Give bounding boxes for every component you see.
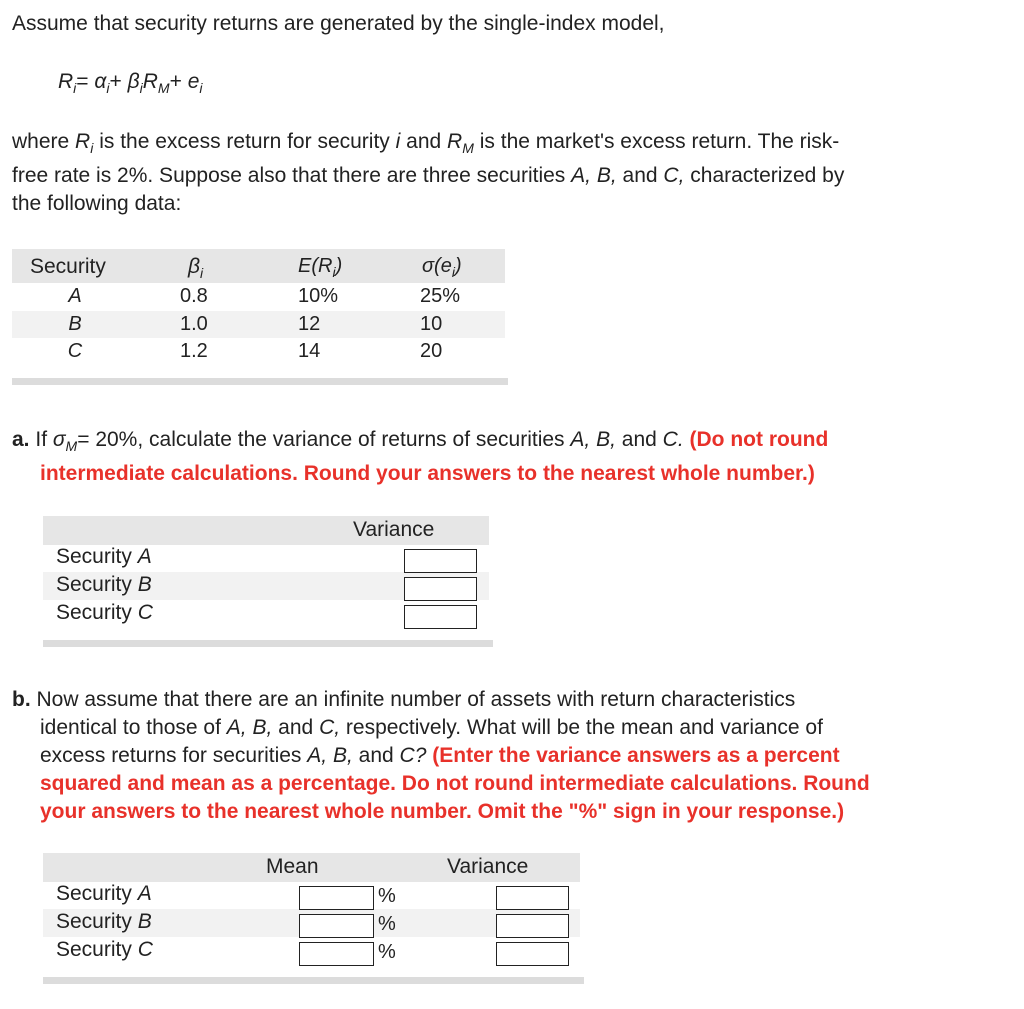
part-b-line-1 [12, 688, 795, 712]
text: a. [12, 428, 30, 451]
text: A, B, [307, 744, 353, 767]
part-b-line-3 [40, 744, 840, 768]
text: (Do not round [689, 428, 829, 451]
text: C, [319, 716, 341, 739]
mv-row-c-label [56, 938, 153, 962]
intro-line-4: the following data: [12, 192, 182, 215]
text: E(R [298, 255, 333, 277]
variance-row-a-label [56, 545, 152, 569]
text: and [621, 428, 657, 451]
text: Security [56, 545, 132, 568]
mean-input-b[interactable] [299, 914, 374, 938]
row-a-sigma: 25% [420, 285, 461, 307]
text: σ(e [422, 255, 452, 277]
eq-equals: = [76, 70, 89, 93]
text: A, B, [570, 428, 616, 451]
text: σ [52, 428, 66, 451]
table-bottom-bar [12, 378, 508, 385]
header-security: Security [30, 255, 106, 278]
variance-input-b[interactable] [404, 577, 477, 601]
text: and [358, 744, 394, 767]
text: Security [56, 573, 132, 596]
header-mean: Mean [266, 855, 319, 878]
eq-alpha: α [94, 70, 107, 93]
header-expected-return [298, 255, 342, 280]
eq-sub: i [73, 80, 77, 96]
text: B [137, 573, 152, 596]
text: A [137, 545, 152, 568]
text: and [622, 164, 658, 187]
text: Now assume that there are an infinite number of assets with return characteristics [36, 688, 796, 711]
text: i [451, 264, 455, 280]
text: characterized by [690, 164, 845, 187]
row-c-beta: 1.2 [180, 340, 208, 362]
mean-input-a[interactable] [299, 886, 374, 910]
text: = 20%, calculate the variance of returns of securities [77, 428, 565, 451]
intro-line-3 [12, 164, 844, 188]
variance-b-input-c[interactable] [496, 942, 569, 966]
text: C, [663, 164, 685, 187]
text: C? [399, 744, 427, 767]
eq-r-market: R [142, 70, 158, 93]
table-bottom-bar [43, 640, 493, 647]
text: and [278, 716, 314, 739]
text: where [12, 130, 70, 153]
header-variance: Variance [447, 855, 529, 878]
row-b-sigma: 10 [420, 313, 443, 335]
variance-row-c-label [56, 601, 153, 625]
text: A, B, [571, 164, 617, 187]
text: ) [335, 255, 343, 277]
row-c-security: C [67, 340, 83, 362]
intro-line-2 [12, 130, 839, 156]
header-beta [188, 255, 203, 281]
eq-sub: M [157, 80, 170, 96]
mv-row-b-label [56, 910, 152, 934]
eq-plus: + [109, 70, 122, 93]
text: (Enter the variance answers as a percent [432, 744, 840, 767]
text: M [462, 140, 474, 156]
variance-input-a[interactable] [404, 549, 477, 573]
mean-input-c[interactable] [299, 942, 374, 966]
part-b-instructions-1: squared and mean as a percentage. Do not round intermediate calculations. Round [40, 772, 870, 795]
row-b-er: 12 [298, 313, 321, 335]
row-c-sigma: 20 [420, 340, 443, 362]
row-a-er: 10% [298, 285, 339, 307]
part-b-instructions-2: your answers to the nearest whole number. Omit the "%" sign in your response.) [40, 800, 845, 823]
eq-sub: i [106, 80, 110, 96]
model-equation [58, 70, 203, 96]
text: and [406, 130, 442, 153]
eq-error: e [187, 70, 200, 93]
eq-sub: i [139, 80, 143, 96]
percent-unit-c: % [378, 941, 396, 963]
eq-r: R [58, 70, 74, 93]
text: R [447, 130, 463, 153]
row-c-er: 14 [298, 340, 321, 362]
text: R [75, 130, 91, 153]
eq-beta: β [127, 70, 140, 93]
percent-unit-a: % [378, 885, 396, 907]
row-a-security: A [68, 285, 82, 307]
text: is the excess return for security [99, 130, 390, 153]
text: A, B, [226, 716, 273, 739]
variance-row-b-label [56, 573, 152, 597]
variance-b-input-a[interactable] [496, 886, 569, 910]
row-a-beta: 0.8 [180, 285, 208, 307]
text: C. [662, 428, 684, 451]
row-b-security: B [68, 313, 82, 335]
text: A [137, 882, 152, 905]
part-b-line-2 [40, 716, 823, 740]
header-variance: Variance [353, 518, 435, 541]
text: identical to those of [40, 716, 221, 739]
text: b. [12, 688, 31, 711]
variance-b-input-b[interactable] [496, 914, 569, 938]
intro-line-1: Assume that security returns are generated by the single-index model, [12, 12, 665, 35]
text: i [200, 265, 204, 281]
text: β [188, 255, 200, 278]
text: M [65, 438, 78, 454]
text: free rate is 2%. Suppose also that there are three securities [12, 164, 566, 187]
header-sigma-e [422, 255, 462, 280]
text: i [90, 140, 94, 156]
text: ) [454, 255, 462, 277]
text: C [137, 601, 153, 624]
text: i [332, 264, 336, 280]
text: Security [56, 910, 132, 933]
part-a-question [12, 428, 828, 454]
text: is the market's excess return. The risk- [479, 130, 840, 153]
text: Security [56, 601, 132, 624]
text: excess returns for securities [40, 744, 302, 767]
text: B [137, 910, 152, 933]
text: Security [56, 938, 132, 961]
text: C [137, 938, 153, 961]
text: i [395, 130, 401, 153]
percent-unit-b: % [378, 913, 396, 935]
table-bottom-bar [43, 977, 584, 984]
text: respectively. What will be the mean and variance of [345, 716, 823, 739]
text: If [35, 428, 48, 451]
text: Security [56, 882, 132, 905]
part-a-instructions: intermediate calculations. Round your answers to the nearest whole number.) [40, 462, 815, 485]
variance-input-c[interactable] [404, 605, 477, 629]
row-b-beta: 1.0 [180, 313, 208, 335]
mv-row-a-label [56, 882, 152, 906]
eq-sub: i [199, 80, 203, 96]
eq-plus: + [169, 70, 182, 93]
